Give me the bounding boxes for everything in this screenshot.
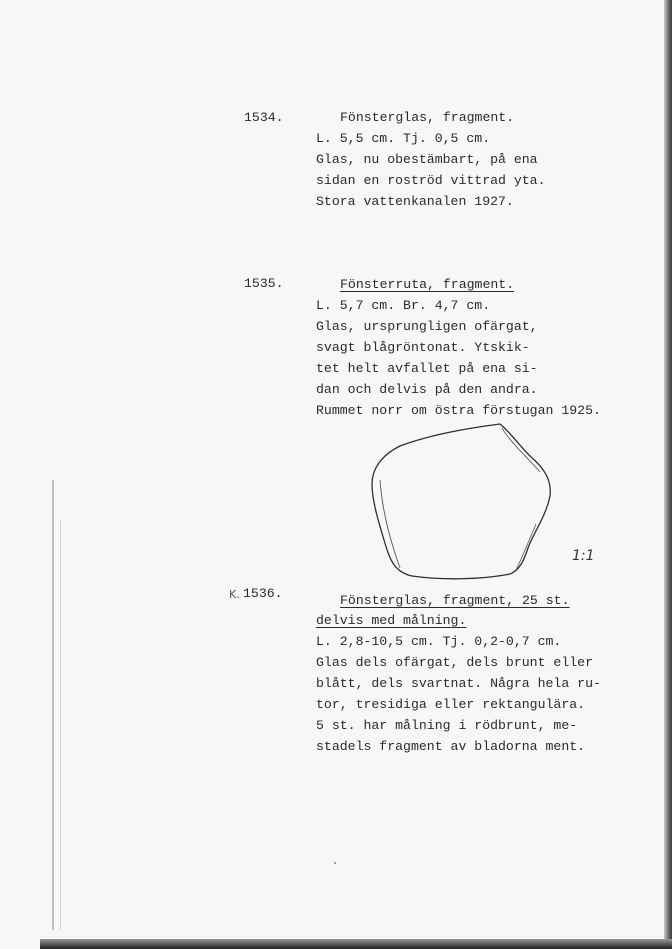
- binding-shadow: [52, 480, 54, 930]
- entry-1536-line-3: blått, dels svartnat. Några hela ru-: [316, 676, 601, 691]
- entry-1535-line-3: svagt blågröntonat. Ytskik-: [316, 340, 530, 355]
- margin-mark: K.: [229, 588, 240, 601]
- entry-1535-line-1: L. 5,7 cm. Br. 4,7 cm.: [316, 298, 491, 313]
- scale-note: 1:1: [572, 548, 595, 564]
- entry-1534-line-4: Stora vattenkanalen 1927.: [316, 194, 514, 209]
- entry-1536-line-2: Glas dels ofärgat, dels brunt eller: [316, 655, 593, 670]
- stray-mark: [334, 862, 336, 864]
- entry-1534-line-3: sidan en roströd vittrad yta.: [316, 173, 546, 188]
- entry-1536-number: 1536.: [243, 586, 283, 601]
- fragment-outline-drawing: [360, 420, 560, 590]
- entry-1535-number: 1535.: [244, 276, 284, 291]
- entry-1536-line-4: tor, tresidiga eller rektangulära.: [316, 697, 586, 712]
- entry-1536-heading-line-2: delvis med målning.: [316, 613, 467, 628]
- entry-1536-line-5: 5 st. har målning i rödbrunt, me-: [316, 718, 578, 733]
- binding-shadow-inner: [60, 520, 61, 930]
- entry-1534-number: 1534.: [244, 110, 284, 125]
- entry-1535-line-6: Rummet norr om östra förstugan 1925.: [316, 403, 601, 418]
- entry-1535-heading: Fönsterruta, fragment.: [340, 277, 515, 292]
- entry-1536-line-1: L. 2,8-10,5 cm. Tj. 0,2-0,7 cm.: [316, 634, 562, 649]
- page-edge-bottom: [40, 939, 672, 949]
- entry-1535-line-5: dan och delvis på den andra.: [316, 382, 538, 397]
- entry-1536-heading-line-1: Fönsterglas, fragment, 25 st.: [340, 593, 570, 608]
- entry-1534-line-2: Glas, nu obestämbart, på ena: [316, 152, 538, 167]
- entry-1536-line-6: stadels fragment av bladorna ment.: [316, 739, 586, 754]
- entry-1535-line-2: Glas, ursprungligen ofärgat,: [316, 319, 538, 334]
- page-edge-right: [664, 0, 672, 949]
- entry-1535-line-4: tet helt avfallet på ena si-: [316, 361, 538, 376]
- entry-1534-heading: Fönsterglas, fragment.: [340, 110, 515, 125]
- entry-1534-line-1: L. 5,5 cm. Tj. 0,5 cm.: [316, 131, 491, 146]
